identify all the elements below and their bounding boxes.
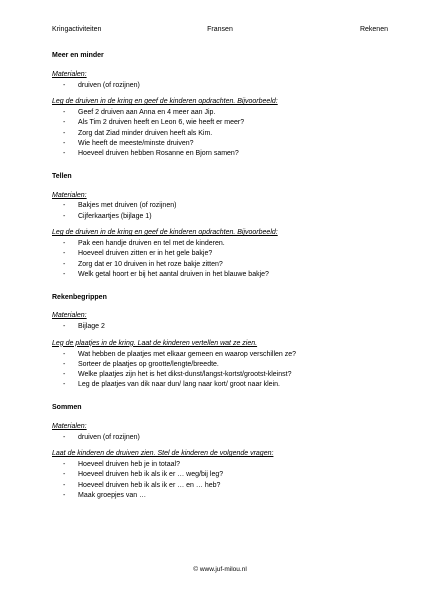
dash-bullet: - xyxy=(63,481,66,489)
list-item-text: Maak groepjes van … xyxy=(78,491,147,499)
instruction: Leg de druiven in de kring en geef de kinderen opdrachten. Bijvoorbeeld: xyxy=(52,229,278,237)
section-title: Meer en minder xyxy=(52,52,104,59)
list-item xyxy=(52,119,388,128)
list-item-text: Hoeveel druiven heb ik als ik er … en … heb? xyxy=(78,481,221,489)
dash-bullet: - xyxy=(63,461,66,468)
dash-bullet: - xyxy=(63,212,66,220)
section xyxy=(52,404,388,501)
list-item-text: Hoeveel druiven zitten er in het gele bakje? xyxy=(78,250,213,258)
dash-bullet: - xyxy=(63,491,66,499)
list-item xyxy=(52,471,388,480)
section xyxy=(52,294,388,391)
dash-bullet: - xyxy=(63,139,66,147)
materials-list xyxy=(52,434,388,443)
section-title: Rekenbegrippen xyxy=(52,293,107,301)
list-item xyxy=(52,482,388,491)
header-right: Rekenen xyxy=(359,26,388,33)
list-item-text: Hoeveel druiven heb je in totaal? xyxy=(78,461,180,468)
list-item-text: druiven (of rozijnen) xyxy=(78,433,140,441)
list-item-text: Welk getal hoort er bij het aantal druiven in het blauwe bakje? xyxy=(78,270,269,278)
dash-bullet: - xyxy=(63,81,66,89)
dash-bullet: - xyxy=(63,381,66,389)
list-item-text: Wie heeft de meeste/minste druiven? xyxy=(78,139,194,147)
dash-bullet: - xyxy=(63,350,66,358)
list-item xyxy=(52,150,388,159)
list-item-text: Zorg dat Ziad minder druiven heeft als Kim. xyxy=(78,129,213,137)
materials-label: Materialen: xyxy=(52,70,87,78)
list-item xyxy=(52,250,388,259)
dash-bullet: - xyxy=(63,471,66,479)
activity-list xyxy=(52,240,388,280)
list-item-text: Hoeveel druiven heb ik als ik er … weg/bij leg? xyxy=(78,471,224,479)
list-item xyxy=(52,261,388,270)
dash-bullet: - xyxy=(63,270,66,278)
activity-list xyxy=(52,109,388,159)
list-item-text: Pak een handje druiven en tel met de kinderen. xyxy=(78,240,225,247)
dash-bullet: - xyxy=(63,323,66,330)
section xyxy=(52,173,388,280)
dash-bullet: - xyxy=(63,202,66,210)
list-item xyxy=(52,202,388,211)
instruction: Laat de kinderen de druiven zien. Stel de kinderen de volgende vragen: xyxy=(52,450,274,458)
page-header xyxy=(52,26,388,40)
dash-bullet: - xyxy=(63,433,66,441)
sections-container xyxy=(52,52,388,501)
list-item xyxy=(52,271,388,280)
materials-list xyxy=(52,323,388,332)
section-title: Sommen xyxy=(52,404,82,411)
dash-bullet: - xyxy=(63,371,66,378)
header-left: Kringactiviteiten xyxy=(52,26,102,33)
list-item-text: Wat hebben de plaatjes met elkaar gemeen en waarop verschillen ze? xyxy=(78,350,297,358)
list-item-text: Cijferkaartjes (bijlage 1) xyxy=(78,212,152,220)
page-footer: © www.juf-milou.nl xyxy=(193,566,247,573)
section-title: Tellen xyxy=(52,172,72,180)
list-item-text: Hoeveel druiven hebben Rosanne en Bjorn samen? xyxy=(78,150,239,157)
list-item xyxy=(52,213,388,222)
list-item xyxy=(52,492,388,501)
dash-bullet: - xyxy=(63,109,66,116)
list-item-text: Als Tim 2 druiven heeft en Leon 6, wie heeft er meer? xyxy=(78,119,245,127)
materials-label: Materialen: xyxy=(52,312,87,320)
materials-list xyxy=(52,202,388,221)
activity-list xyxy=(52,351,388,391)
list-item-text: druiven (of rozijnen) xyxy=(78,81,140,89)
materials-label: Materialen: xyxy=(52,191,87,199)
list-item xyxy=(52,109,388,118)
list-item xyxy=(52,130,388,139)
list-item xyxy=(52,434,388,443)
dash-bullet: - xyxy=(63,240,66,247)
dash-bullet: - xyxy=(63,260,66,268)
materials-list xyxy=(52,82,388,91)
list-item xyxy=(52,351,388,360)
list-item-text: Sorteer de plaatjes op grootte/lengte/breedte. xyxy=(78,360,219,368)
list-item xyxy=(52,461,388,470)
instruction: Leg de druiven in de kring en geef de kinderen opdrachten. Bijvoorbeeld: xyxy=(52,98,278,106)
activity-list xyxy=(52,461,388,501)
list-item xyxy=(52,381,388,390)
dash-bullet: - xyxy=(63,360,66,368)
dash-bullet: - xyxy=(63,250,66,258)
list-item-text: Leg de plaatjes van dik naar dun/ lang naar kort/ groot naar klein. xyxy=(78,381,280,389)
materials-label: Materialen: xyxy=(52,422,87,430)
dash-bullet: - xyxy=(63,119,66,127)
list-item xyxy=(52,323,388,332)
list-item-text: Zorg dat er 10 druiven in het roze bakje zitten? xyxy=(78,260,223,268)
section xyxy=(52,52,388,159)
list-item xyxy=(52,361,388,370)
dash-bullet: - xyxy=(63,129,66,137)
list-item xyxy=(52,240,388,249)
header-center: Fransen xyxy=(207,26,233,33)
dash-bullet: - xyxy=(63,150,66,157)
list-item xyxy=(52,371,388,380)
list-item xyxy=(52,140,388,149)
list-item-text: Welke plaatjes zijn het is het dikst-dunst/langst-kortst/grootst-kleinst? xyxy=(78,371,292,378)
list-item xyxy=(52,82,388,91)
list-item-text: Geef 2 druiven aan Anna en 4 meer aan Jip. xyxy=(78,109,216,116)
list-item-text: Bijlage 2 xyxy=(78,323,105,330)
list-item-text: Bakjes met druiven (of rozijnen) xyxy=(78,202,177,210)
instruction: Leg de plaatjes in de kring. Laat de kinderen vertellen wat ze zien. xyxy=(52,339,258,347)
